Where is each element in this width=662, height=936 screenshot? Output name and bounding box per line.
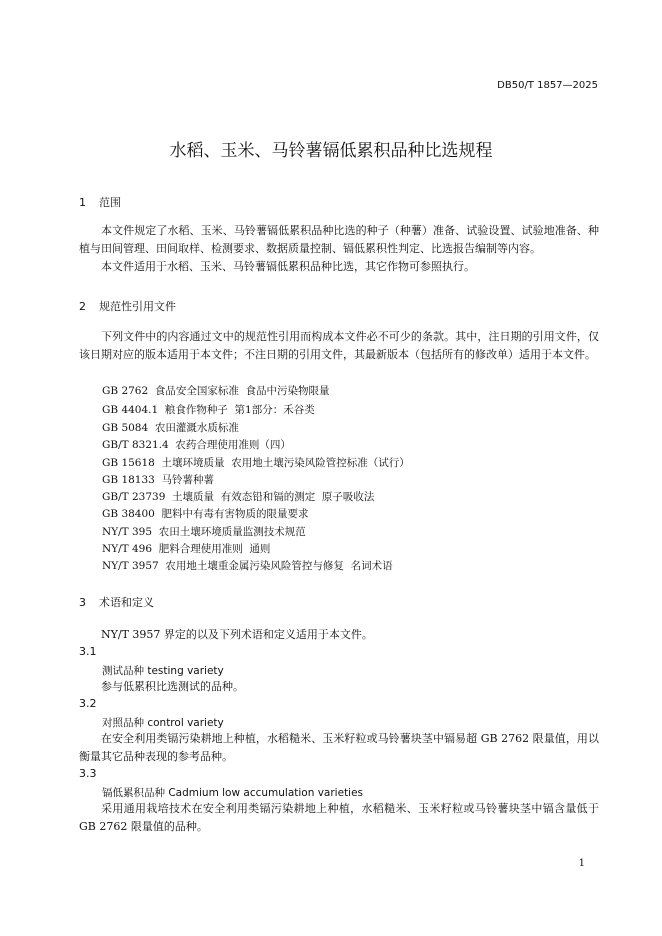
term-number: 3.2 (79, 697, 97, 710)
paragraph: 下列文件中的内容通过文中的规范性引用而构成本文件必不可少的条款。其中，注日期的引用文件，仅该日期对应的版本适用于本文件；不注日期的引用文件，其最新版本（包括所有的修改单）适用于本文件。 (79, 330, 599, 361)
section-title: 术语和定义 (99, 596, 154, 609)
reference-item: GB 5084 农田灌溉水质标准 (102, 422, 239, 434)
term-number: 3.3 (79, 767, 97, 780)
reference-item: GB/T 23739 土壤质量 有效态铅和镉的测定 原子吸收法 (102, 491, 375, 503)
section-number: 1 (79, 196, 86, 209)
section-title: 规范性引用文件 (99, 300, 176, 313)
reference-item: NY/T 496 肥料合理使用准则 通则 (102, 543, 271, 555)
term-number: 3.1 (79, 645, 97, 658)
term-definition: 在安全利用类镉污染耕地上种植，水稻糙米、玉米籽粒或马铃薯块茎中镉易超 GB 2762 限量值，用以衡量其它品种表现的参考品种。 (79, 732, 599, 763)
reference-item: GB 15618 土壤环境质量 农用地土壤污染风险管控标准（试行） (102, 457, 410, 469)
reference-item: GB/T 8321.4 农药合理使用准则（四） (102, 439, 291, 451)
term-name: 镉低累积品种 Cadmium low accumulation varieties (102, 787, 364, 799)
reference-item: GB 18133 马铃薯种薯 (102, 474, 215, 486)
reference-item: NY/T 3957 农用地土壤重金属污染风险管控与修复 名词术语 (102, 560, 393, 572)
section-number: 2 (79, 300, 86, 313)
term-name: 对照品种 control variety (102, 717, 224, 729)
reference-item: GB 38400 肥料中有毒有害物质的限量要求 (102, 508, 309, 520)
section-title: 范围 (99, 196, 121, 209)
reference-item: GB 4404.1 粮食作物种子 第1部分：禾谷类 (102, 404, 315, 416)
document-title: 水稻、玉米、马铃薯镉低累积品种比选规程 (169, 141, 493, 161)
paragraph: 本文件适用于水稻、玉米、马铃薯镉低累积品种比选，其它作物可参照执行。 (101, 260, 475, 273)
page-number: 1 (578, 858, 585, 869)
section-heading (79, 594, 154, 610)
section-number: 3 (79, 596, 86, 609)
reference-item: GB 2762 食品安全国家标准 食品中污染物限量 (102, 385, 330, 397)
term-definition: 采用通用栽培技术在安全利用类镉污染耕地上种植，水稻糙米、玉米籽粒或马铃薯块茎中镉含量低于 GB 2762 限量值的品种。 (79, 802, 599, 833)
paragraph: 本文件规定了水稻、玉米、马铃薯镉低累积品种比选的种子（种薯）准备、试验设置、试验地准备、种植与田间管理、田间取样、检测要求、数据质量控制、镉低累积性判定、比选报告编制等内容。 (79, 224, 599, 255)
term-definition: 参与低累积比选测试的品种。 (101, 680, 244, 693)
paragraph: NY/T 3957 界定的以及下列术语和定义适用于本文件。 (101, 628, 373, 641)
term-name: 测试品种 testing variety (102, 665, 224, 677)
section-heading (79, 194, 121, 210)
reference-item: NY/T 395 农田土壤环境质量监测技术规范 (102, 526, 306, 538)
section-heading (79, 298, 176, 314)
document-number: DB50/T 1857—2025 (497, 80, 598, 91)
